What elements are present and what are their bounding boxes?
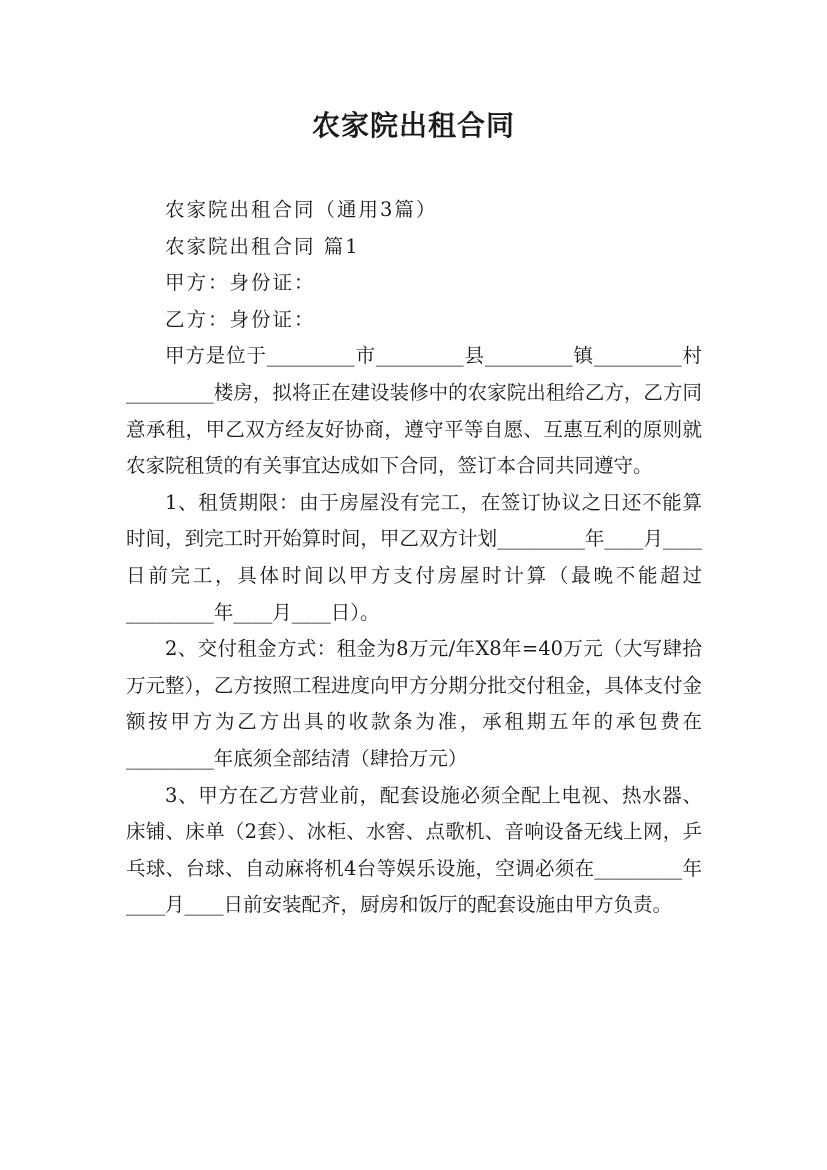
paragraph-clause-3: 3、甲方在乙方营业前，配套设施必须全配上电视、热水器、床铺、床单（2套）、冰柜、水窖、点歌机、音响设备无线上网，乒乓球、台球、自动麻将机4台等娱乐设施，空调必须在_________年____月____日前安装配齐，厨房和饭厅的配套设施由甲方负责。 bbox=[126, 783, 702, 917]
paragraph-party-b: 乙方：身份证： bbox=[165, 307, 316, 331]
paragraph-party-a: 甲方：身份证： bbox=[165, 271, 316, 295]
document-body bbox=[126, 192, 702, 924]
paragraph-intro: 甲方是位于_________市_________县_________镇_________村_________楼房，拟将正在建设装修中的农家院出租给乙方，乙方同意承租，甲乙双方经友好协商，遵守平等自愿、互惠互利的原则就农家院租赁的有关事宜达成如下合同，签订本合同共同遵守。 bbox=[126, 344, 702, 478]
paragraph-subtitle: 农家院出租合同（通用3篇） bbox=[165, 198, 438, 221]
document-title: 农家院出租合同 bbox=[311, 109, 515, 142]
paragraph-clause-2: 2、交付租金方式：租金为8万元/年X8年=40万元（大写肆拾万元整），乙方按照工程进度向甲方分期分批交付租金，具体支付金额按甲方为乙方出具的收款条为准，承租期五年的承包费在_________年底须全部结清（肆拾万元） bbox=[126, 637, 702, 770]
paragraph-section-heading: 农家院出租合同 篇1 bbox=[165, 234, 360, 258]
paragraph-clause-1: 1、租赁期限：由于房屋没有完工，在签订协议之日还不能算时间，到完工时开始算时间，甲乙双方计划_________年____月____日前完工，具体时间以甲方支付房屋时计算（最晚不能超过_________年____月____日）。 bbox=[126, 490, 702, 624]
